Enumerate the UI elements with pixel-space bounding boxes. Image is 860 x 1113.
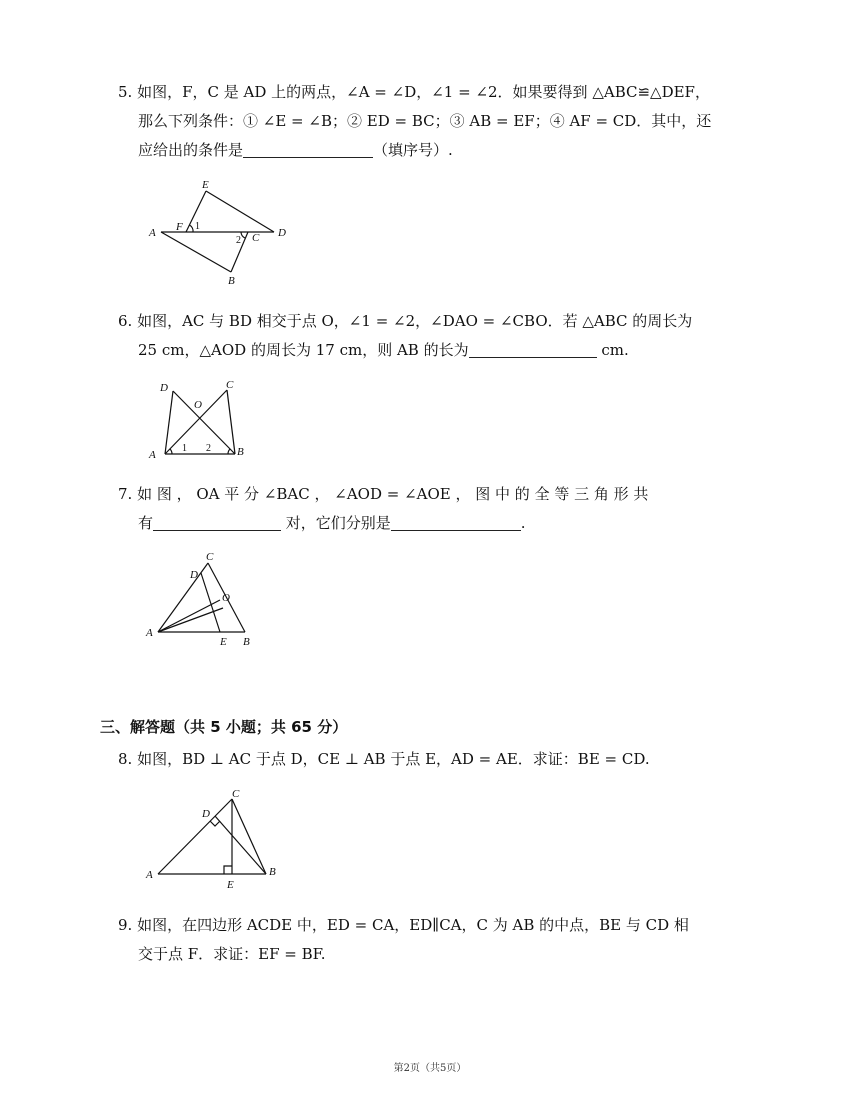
q8-right-angle-E (224, 866, 232, 874)
section-3-heading: 三、解答题（共 5 小题；共 65 分） (100, 718, 348, 736)
q5-prompt: 应给出的条件是 (138, 141, 244, 159)
q8-label-A: A (146, 869, 153, 881)
page-footer: 第2页（共5页） (393, 1063, 467, 1074)
q6-label-1: 1 (182, 443, 187, 454)
q5-segment-ED (206, 191, 274, 232)
q7-label-B: B (243, 636, 250, 648)
q5-label-D: D (278, 227, 286, 239)
q9-line-1: 9. 如图，在四边形 ACDE 中，ED = CA，ED∥CA，C 为 AB 的中点，BE 与 CD 相 (118, 916, 689, 934)
q5-figure (140, 175, 300, 290)
q5-label-2: 2 (236, 235, 241, 246)
q7-label-A: A (146, 627, 153, 639)
q6-figure (140, 375, 260, 465)
q6-prompt: 25 cm，△AOD 的周长为 17 cm，则 AB 的长为 (138, 341, 469, 359)
q8-label-C: C (232, 788, 240, 800)
q5-label-F: F (176, 221, 183, 233)
q7-count-blank[interactable] (153, 514, 281, 531)
q5-label-B: B (228, 275, 235, 287)
q6-label-C: C (226, 379, 234, 391)
q6-answer-blank[interactable] (469, 341, 597, 358)
q5-line-1: 5. 如图，F，C 是 AD 上的两点，∠A = ∠D，∠1 = ∠2．如果要得到 △ABC≌△DEF， (118, 83, 710, 101)
q7-end: . (520, 514, 526, 532)
q8-line-1: 8. 如图，BD ⊥ AC 于点 D，CE ⊥ AB 于点 E，AD = AE．求证：BE = CD. (118, 750, 650, 768)
q6-label-O: O (194, 399, 202, 411)
q5-angle-1-arc (190, 225, 194, 232)
q6-label-2: 2 (206, 443, 211, 454)
q5-line-2: 那么下列条件：① ∠E = ∠B；② ED = BC；③ AB = EF；④ AF = CD．其中，还 (138, 112, 712, 130)
q5-hint: （填序号）. (373, 141, 453, 159)
q5-angle-2-arc (241, 232, 245, 238)
q6-angle-1-arc (170, 449, 172, 454)
q6-segment-CB (227, 390, 235, 454)
q6-angle-2-arc (228, 449, 230, 454)
q5-answer-blank[interactable] (243, 141, 373, 158)
q7-label-D: D (190, 569, 198, 581)
q6-segment-AD (165, 391, 173, 454)
q7-prompt: 有 (138, 514, 154, 532)
q5-segment-AB (161, 232, 231, 272)
q6-label-B: B (237, 446, 244, 458)
q7-label-E: E (220, 636, 227, 648)
q8-segment-AC (158, 799, 232, 874)
q6-line-1: 6. 如图，AC 与 BD 相交于点 O，∠1 = ∠2，∠DAO = ∠CBO．若 △ABC 的周长为 (118, 312, 693, 330)
q7-segment-AO-extended-to-DB (158, 608, 223, 632)
q7-line-2 (138, 513, 526, 533)
q8-label-B: B (269, 866, 276, 878)
q8-label-D: D (202, 808, 210, 820)
q6-label-A: A (149, 449, 156, 461)
q5-label-1: 1 (195, 221, 200, 232)
q8-label-E: E (227, 879, 234, 891)
q5-label-A: A (149, 227, 156, 239)
q7-pairs-blank[interactable] (391, 514, 521, 531)
q7-label-O: O (222, 592, 230, 604)
q6-label-D: D (160, 382, 168, 394)
q5-label-E: E (202, 179, 209, 191)
q6-line-2 (138, 340, 629, 360)
q7-label-C: C (206, 551, 214, 563)
q8-segment-BD (215, 816, 266, 874)
q8-right-angle-D (210, 821, 220, 826)
q7-figure (140, 548, 270, 653)
q7-mid-text: 对，它们分别是 (281, 514, 391, 532)
q5-label-C: C (252, 232, 260, 244)
q7-segment-DE (201, 573, 220, 632)
q9-line-2: 交于点 F．求证：EF = BF. (138, 945, 326, 963)
q6-unit: cm. (596, 341, 629, 359)
q7-line-1: 7. 如 图 ， OA 平 分 ∠BAC ， ∠AOD = ∠AOE ， 图 中 的 全 等 三 角 形 共 (118, 485, 649, 503)
q5-line-3 (138, 140, 453, 160)
q8-segment-CB (232, 799, 266, 874)
q8-figure (140, 785, 290, 895)
